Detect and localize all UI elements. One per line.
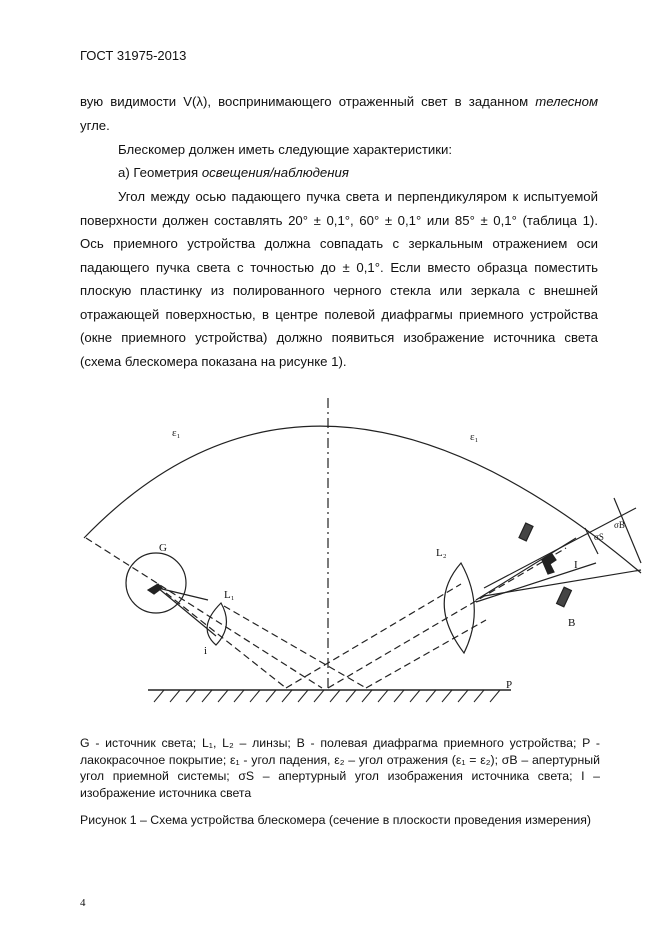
italic-term: телесном (535, 94, 598, 109)
label-sigma-s: σS (594, 532, 604, 542)
label-l1: L₁ (224, 589, 235, 601)
text-run: а) Геометрия (118, 165, 202, 180)
field-diaphragm-bottom (557, 587, 572, 607)
incident-axis (86, 538, 322, 688)
glossmeter-diagram (66, 388, 625, 728)
label-b: B (568, 617, 576, 629)
paragraph-continuation (80, 90, 598, 137)
document-header: ГОСТ 31975-2013 (80, 48, 187, 63)
label-sigma-b: σB (614, 520, 625, 530)
figure-title: Рисунок 1 – Схема устройства блескомера (сечение в плоскости проведения измерения) (80, 813, 592, 827)
label-i-small: i (204, 645, 208, 657)
label-p: P (506, 679, 513, 691)
label-l2: L₂ (436, 547, 447, 559)
text-run: вую видимости V(λ), воспринимающего отраженный свет в заданном (80, 94, 536, 109)
angle-arc (84, 426, 641, 573)
field-diaphragm-top (519, 523, 533, 541)
paragraph-geometry-heading (118, 161, 598, 185)
lens-l1 (207, 603, 226, 645)
italic-term: освещения/наблюдения (201, 165, 349, 180)
lens-l2 (444, 563, 474, 653)
page-number: 4 (80, 897, 86, 909)
label-g: G (159, 542, 167, 554)
label-e1: ε₁ (172, 427, 181, 439)
paragraph-angles: Угол между осью падающего пучка света и перпендикуляром к испытуемой поверхности должен составлять 20° ± 0,1°, 60° ± 0,1° или 85° ± 0,1° (таблица 1). Ось приемного устройства должна совпадать с зеркальным отражением оси падающего пучка света с точностью до ± 0,1°. Если вместо образца поместить плоскую пластинку из полированного черного стекла или зеркала с внешней отражающей поверхностью, в центре полевой диафрагмы приемного устройства (окне приемного устройства) должно появиться изображение источника света (схема блескомера показана на рисунке 1). (80, 189, 598, 369)
reflected-axis (328, 548, 566, 688)
label-e2: ε₁ (470, 431, 479, 443)
paragraph-requirements: Блескомер должен иметь следующие характеристики: (118, 142, 453, 157)
label-i: I (574, 559, 578, 571)
text-run: угле. (80, 117, 110, 133)
figure-legend: G - источник света; L₁, L₂ – линзы; B - полевая диафрагма приемного устройства; P - лакокрасочное покрытие; ε₁ - угол падения, ε₂ – угол отражения (ε₁ = ε₂); σB – апертурный угол приемной системы; σS – апертурный угол изображения источника света; I – изображение источника света (80, 736, 600, 800)
